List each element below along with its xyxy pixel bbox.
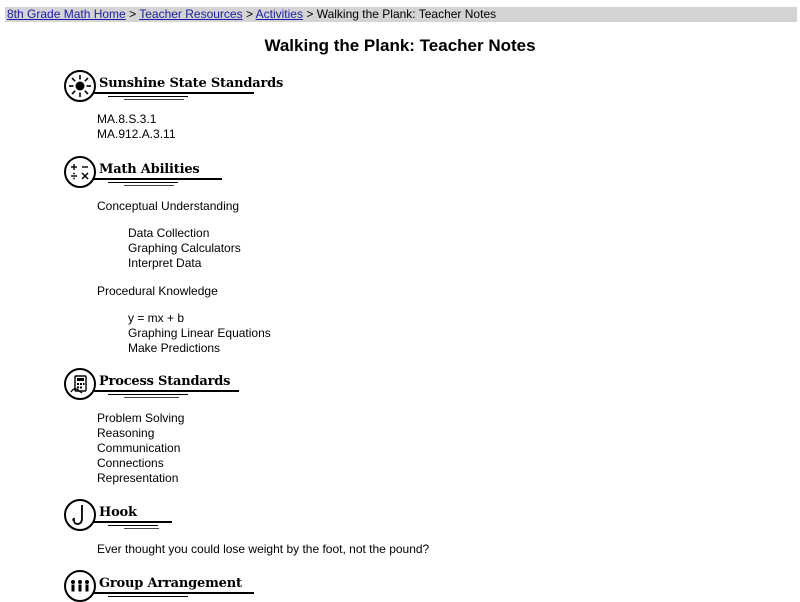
section-heading-group [64, 570, 324, 602]
breadcrumb-separator: > [129, 7, 137, 21]
section-heading-standards [64, 70, 324, 102]
heading-underline [108, 525, 158, 526]
breadcrumb-current: Walking the Plank: Teacher Notes [316, 7, 497, 21]
section-heading-label: Group Arrangement [99, 576, 242, 591]
process-item: Connections [97, 456, 164, 470]
heading-underline [108, 96, 188, 97]
hook-text: Ever thought you could lose weight by the foot, not the pound? [97, 542, 430, 556]
heading-underline [94, 592, 254, 594]
ability-item: y = mx + b [128, 311, 185, 325]
page-title: Walking the Plank: Teacher Notes [264, 36, 536, 55]
sun-icon [64, 70, 96, 102]
heading-underline [94, 92, 254, 94]
process-item: Reasoning [97, 426, 155, 440]
ability-category: Conceptual Understanding [97, 199, 240, 213]
section-heading-label: Process Standards [99, 374, 231, 389]
section-heading-label: Math Abilities [99, 162, 200, 177]
process-item: Communication [97, 441, 181, 455]
fish-hook-icon [64, 499, 96, 531]
ability-category: Procedural Knowledge [97, 284, 218, 298]
ability-item: Interpret Data [128, 256, 202, 270]
heading-underline [108, 182, 178, 183]
ability-item: Graphing Linear Equations [128, 326, 271, 340]
breadcrumb-link-teacher-resources[interactable]: Teacher Resources [139, 7, 243, 21]
standard-item: MA.8.S.3.1 [97, 112, 157, 126]
ability-item: Graphing Calculators [128, 241, 241, 255]
breadcrumb-separator: > [245, 7, 253, 21]
calculator-hand-icon [64, 368, 96, 400]
process-item: Problem Solving [97, 411, 185, 425]
heading-underline [108, 596, 188, 597]
math-operators-icon [64, 156, 96, 188]
section-heading-process [64, 368, 324, 400]
breadcrumb-link-activities[interactable]: Activities [255, 7, 303, 21]
ability-item: Make Predictions [128, 341, 221, 355]
heading-underline [124, 99, 184, 100]
section-heading-label: Sunshine State Standards [99, 76, 284, 91]
heading-underline [124, 185, 174, 186]
heading-underline [94, 178, 222, 180]
group-people-icon [64, 570, 96, 602]
heading-underline [94, 521, 172, 523]
ability-item: Data Collection [128, 226, 210, 240]
heading-underline [124, 397, 179, 398]
process-item: Representation [97, 471, 179, 485]
breadcrumb-separator: > [306, 7, 314, 21]
breadcrumb [5, 7, 797, 22]
standard-item: MA.912.A.3.11 [97, 127, 176, 141]
section-heading-label: Hook [99, 505, 137, 520]
heading-underline [94, 390, 239, 392]
heading-underline [124, 528, 159, 529]
section-heading-math-abilities [64, 156, 324, 188]
heading-underline [108, 394, 188, 395]
section-heading-hook [64, 499, 324, 531]
breadcrumb-link-home[interactable]: 8th Grade Math Home [7, 7, 126, 21]
